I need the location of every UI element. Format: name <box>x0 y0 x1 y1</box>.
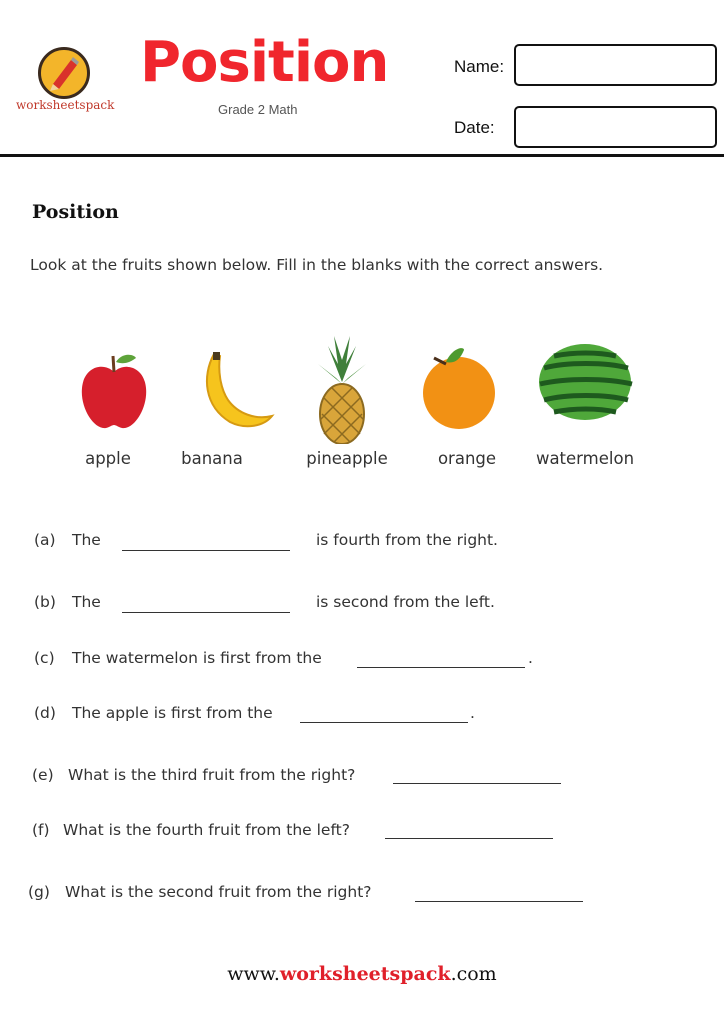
question-c-end: . <box>528 649 533 667</box>
answer-blank-e[interactable] <box>393 783 561 784</box>
question-b-label: (b) <box>34 593 56 611</box>
answer-blank-b[interactable] <box>122 612 290 613</box>
question-d-end: . <box>470 704 475 722</box>
header-divider <box>0 154 724 157</box>
page-title: Position <box>140 30 389 95</box>
date-field[interactable] <box>514 106 717 148</box>
apple-icon <box>76 350 152 436</box>
fruit-label-orange: orange <box>437 449 497 468</box>
pineapple-icon <box>312 334 372 448</box>
question-a-post: is fourth from the right. <box>316 531 498 549</box>
question-d-text: The apple is first from the <box>72 704 273 722</box>
banana-icon <box>196 350 276 434</box>
fruit-label-banana: banana <box>181 449 243 468</box>
date-label: Date: <box>454 118 495 137</box>
question-d-label: (d) <box>34 704 56 722</box>
logo-pencil-icon <box>38 47 90 99</box>
answer-blank-f[interactable] <box>385 838 553 839</box>
answer-blank-g[interactable] <box>415 901 583 902</box>
question-e-text: What is the third fruit from the right? <box>68 766 356 784</box>
question-g-label: (g) <box>28 883 50 901</box>
fruit-label-watermelon: watermelon <box>535 449 635 468</box>
fruit-label-apple: apple <box>85 449 131 468</box>
watermelon-icon <box>536 342 636 426</box>
name-label: Name: <box>454 57 505 76</box>
answer-blank-a[interactable] <box>122 550 290 551</box>
answer-blank-d[interactable] <box>300 722 468 723</box>
footer-brand: worksheetspack <box>279 963 451 985</box>
question-b-pre: The <box>72 593 101 611</box>
question-a-label: (a) <box>34 531 56 549</box>
instructions: Look at the fruits shown below. Fill in the blanks with the correct answers. <box>30 256 604 274</box>
fruit-label-pineapple: pineapple <box>306 449 388 468</box>
question-e-label: (e) <box>32 766 54 784</box>
footer-suffix: .com <box>450 963 497 985</box>
footer-prefix: www. <box>227 963 280 985</box>
question-g-text: What is the second fruit from the right? <box>65 883 372 901</box>
question-b-post: is second from the left. <box>316 593 495 611</box>
question-c-text: The watermelon is first from the <box>72 649 322 667</box>
orange-icon <box>414 344 500 434</box>
question-f-label: (f) <box>32 821 50 839</box>
footer-url[interactable] <box>0 963 724 985</box>
answer-blank-c[interactable] <box>357 667 525 668</box>
name-field[interactable] <box>514 44 717 86</box>
logo-text: worksheetspack <box>16 98 115 112</box>
question-f-text: What is the fourth fruit from the left? <box>63 821 350 839</box>
question-a-pre: The <box>72 531 101 549</box>
page-subtitle: Grade 2 Math <box>218 102 298 117</box>
section-title: Position <box>32 201 119 223</box>
question-c-label: (c) <box>34 649 55 667</box>
